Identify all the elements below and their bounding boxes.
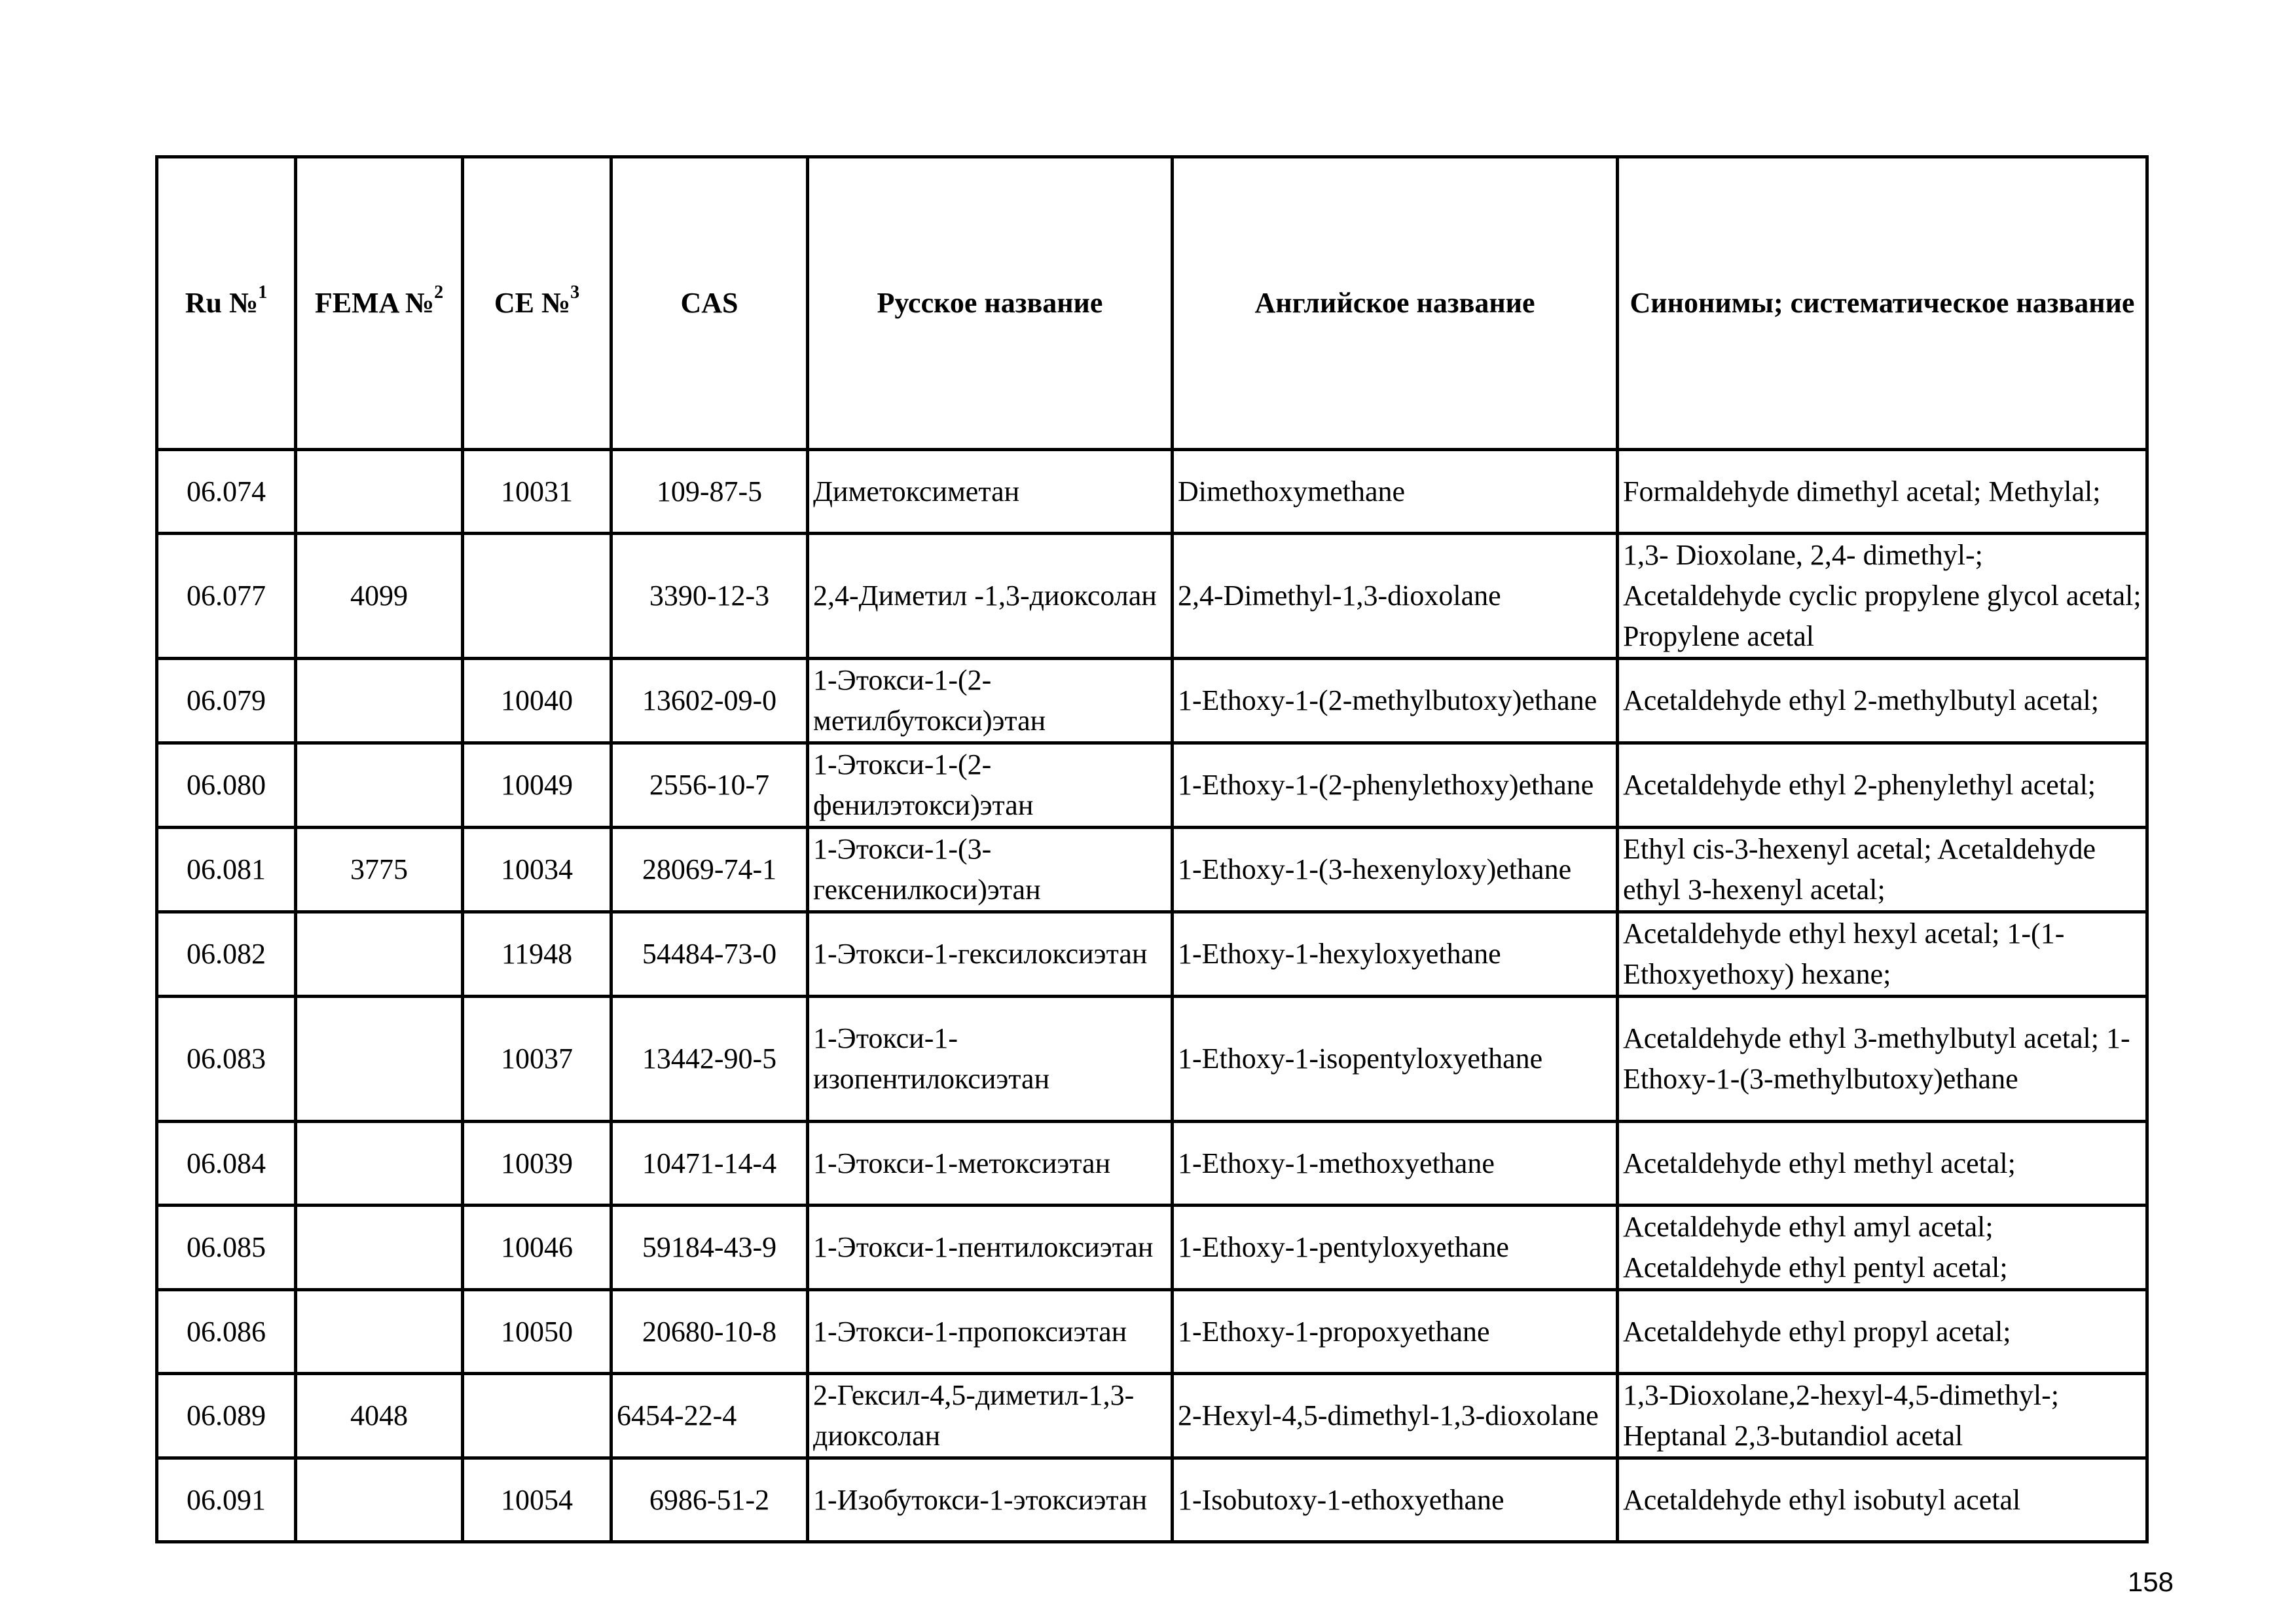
cell-english: 1-Isobutoxy-1-ethoxyethane [1173, 1458, 1618, 1542]
cell-cas: 28069-74-1 [611, 828, 808, 912]
cell-english: 2,4-Dimethyl-1,3-dioxolane [1173, 534, 1618, 659]
cell-cas: 59184-43-9 [611, 1206, 808, 1290]
cell-fema: 4099 [296, 534, 463, 659]
cell-ce: 10039 [463, 1122, 611, 1206]
table-row [157, 1374, 2147, 1458]
cell-ce: 10046 [463, 1206, 611, 1290]
cell-ce: 10040 [463, 659, 611, 743]
cell-synonyms: Formaldehyde dimethyl acetal; Methylal; [1618, 450, 2147, 534]
substances-table [155, 155, 2149, 1543]
cell-english: 1-Ethoxy-1-(2-phenylethoxy)ethane [1173, 743, 1618, 828]
cell-russian: 1-Этокси-1-пропоксиэтан [808, 1290, 1173, 1374]
cell-synonyms: Acetaldehyde ethyl 2-phenylethyl acetal; [1618, 743, 2147, 828]
table-row [157, 1458, 2147, 1542]
cell-fema [296, 1458, 463, 1542]
cell-fema [296, 912, 463, 997]
cell-cas: 6454-22-4 [611, 1374, 808, 1458]
cell-russian: 1-Этокси-1-метоксиэтан [808, 1122, 1173, 1206]
table-row [157, 659, 2147, 743]
cell-fema [296, 450, 463, 534]
cell-synonyms: Acetaldehyde ethyl 2-methylbutyl acetal; [1618, 659, 2147, 743]
cell-cas: 13602-09-0 [611, 659, 808, 743]
cell-russian: 1-Этокси-1-пентилоксиэтан [808, 1206, 1173, 1290]
cell-cas: 6986-51-2 [611, 1458, 808, 1542]
cell-english: 1-Ethoxy-1-methoxyethane [1173, 1122, 1618, 1206]
cell-ru: 06.082 [157, 912, 296, 997]
cell-ru: 06.077 [157, 534, 296, 659]
cell-english: 1-Ethoxy-1-(2-methylbutoxy)ethane [1173, 659, 1618, 743]
cell-russian: 1-Этокси-1-(2-метилбутокси)этан [808, 659, 1173, 743]
cell-ru: 06.084 [157, 1122, 296, 1206]
header-cas: CAS [611, 157, 808, 450]
cell-ru: 06.080 [157, 743, 296, 828]
cell-cas: 54484-73-0 [611, 912, 808, 997]
table-row [157, 534, 2147, 659]
table-row [157, 828, 2147, 912]
cell-english: 1-Ethoxy-1-hexyloxyethane [1173, 912, 1618, 997]
table-row [157, 912, 2147, 997]
cell-russian: Диметоксиметан [808, 450, 1173, 534]
cell-fema [296, 997, 463, 1122]
cell-ce: 10050 [463, 1290, 611, 1374]
cell-ru: 06.081 [157, 828, 296, 912]
header-ce-number: CE №$^3$ [463, 157, 611, 450]
cell-ce: 10031 [463, 450, 611, 534]
cell-fema: 4048 [296, 1374, 463, 1458]
cell-russian: 1-Этокси-1-(2-фенилэтокси)этан [808, 743, 1173, 828]
header-row [157, 157, 2147, 450]
cell-synonyms: Acetaldehyde ethyl 3-methylbutyl acetal; 1-Ethoxy-1-(3-methylbutoxy)ethane [1618, 997, 2147, 1122]
cell-ce: 10034 [463, 828, 611, 912]
cell-fema: 3775 [296, 828, 463, 912]
table-row [157, 1122, 2147, 1206]
cell-fema [296, 1122, 463, 1206]
header-fema-number: FEMA №$^2$ [296, 157, 463, 450]
cell-russian: 1-Изобутокси-1-этоксиэтан [808, 1458, 1173, 1542]
cell-russian: 2,4-Диметил -1,3-диоксолан [808, 534, 1173, 659]
cell-cas: 20680-10-8 [611, 1290, 808, 1374]
header-english-name: Английское название [1173, 157, 1618, 450]
cell-english: 1-Ethoxy-1-pentyloxyethane [1173, 1206, 1618, 1290]
cell-synonyms: Acetaldehyde ethyl isobutyl acetal [1618, 1458, 2147, 1542]
cell-russian: 1-Этокси-1-(3-гексенилкоси)этан [808, 828, 1173, 912]
cell-synonyms: Acetaldehyde ethyl amyl acetal; Acetaldehyde ethyl pentyl acetal; [1618, 1206, 2147, 1290]
cell-ru: 06.091 [157, 1458, 296, 1542]
cell-fema [296, 1206, 463, 1290]
cell-cas: 10471-14-4 [611, 1122, 808, 1206]
cell-russian: 2-Гексил-4,5-диметил-1,3-диоксолан [808, 1374, 1173, 1458]
cell-english: 1-Ethoxy-1-(3-hexenyloxy)ethane [1173, 828, 1618, 912]
cell-ru: 06.074 [157, 450, 296, 534]
cell-russian: 1-Этокси-1-гексилоксиэтан [808, 912, 1173, 997]
header-russian-name: Русское название [808, 157, 1173, 450]
cell-cas: 3390-12-3 [611, 534, 808, 659]
cell-synonyms: Ethyl cis-3-hexenyl acetal; Acetaldehyde ethyl 3-hexenyl acetal; [1618, 828, 2147, 912]
cell-ce: 10037 [463, 997, 611, 1122]
header-ru-number: Ru №$^1$ [157, 157, 296, 450]
cell-cas: 2556-10-7 [611, 743, 808, 828]
cell-fema [296, 1290, 463, 1374]
cell-synonyms: Acetaldehyde ethyl methyl acetal; [1618, 1122, 2147, 1206]
table-row [157, 450, 2147, 534]
cell-fema [296, 659, 463, 743]
table-row [157, 743, 2147, 828]
cell-ru: 06.079 [157, 659, 296, 743]
cell-ce [463, 534, 611, 659]
cell-synonyms: 1,3- Dioxolane, 2,4- dimethyl-; Acetaldehyde cyclic propylene glycol acetal; Propylene acetal [1618, 534, 2147, 659]
header-synonyms: Синонимы; систематическое название [1618, 157, 2147, 450]
cell-english: 2-Hexyl-4,5-dimethyl-1,3-dioxolane [1173, 1374, 1618, 1458]
cell-fema [296, 743, 463, 828]
cell-ru: 06.086 [157, 1290, 296, 1374]
table-row [157, 1206, 2147, 1290]
cell-ce: 11948 [463, 912, 611, 997]
cell-cas: 109-87-5 [611, 450, 808, 534]
cell-cas: 13442-90-5 [611, 997, 808, 1122]
table-row [157, 997, 2147, 1122]
cell-synonyms: 1,3-Dioxolane,2-hexyl-4,5-dimethyl-; Heptanal 2,3-butandiol acetal [1618, 1374, 2147, 1458]
cell-ce: 10049 [463, 743, 611, 828]
cell-english: 1-Ethoxy-1-isopentyloxyethane [1173, 997, 1618, 1122]
cell-english: 1-Ethoxy-1-propoxyethane [1173, 1290, 1618, 1374]
cell-ce [463, 1374, 611, 1458]
cell-ru: 06.085 [157, 1206, 296, 1290]
cell-english: Dimethoxymethane [1173, 450, 1618, 534]
cell-synonyms: Acetaldehyde ethyl hexyl acetal; 1-(1-Ethoxyethoxy) hexane; [1618, 912, 2147, 997]
page-number: 158 [2127, 1566, 2174, 1597]
table-row [157, 1290, 2147, 1374]
cell-ru: 06.083 [157, 997, 296, 1122]
cell-ru: 06.089 [157, 1374, 296, 1458]
cell-ce: 10054 [463, 1458, 611, 1542]
cell-synonyms: Acetaldehyde ethyl propyl acetal; [1618, 1290, 2147, 1374]
cell-russian: 1-Этокси-1-изопентилоксиэтан [808, 997, 1173, 1122]
